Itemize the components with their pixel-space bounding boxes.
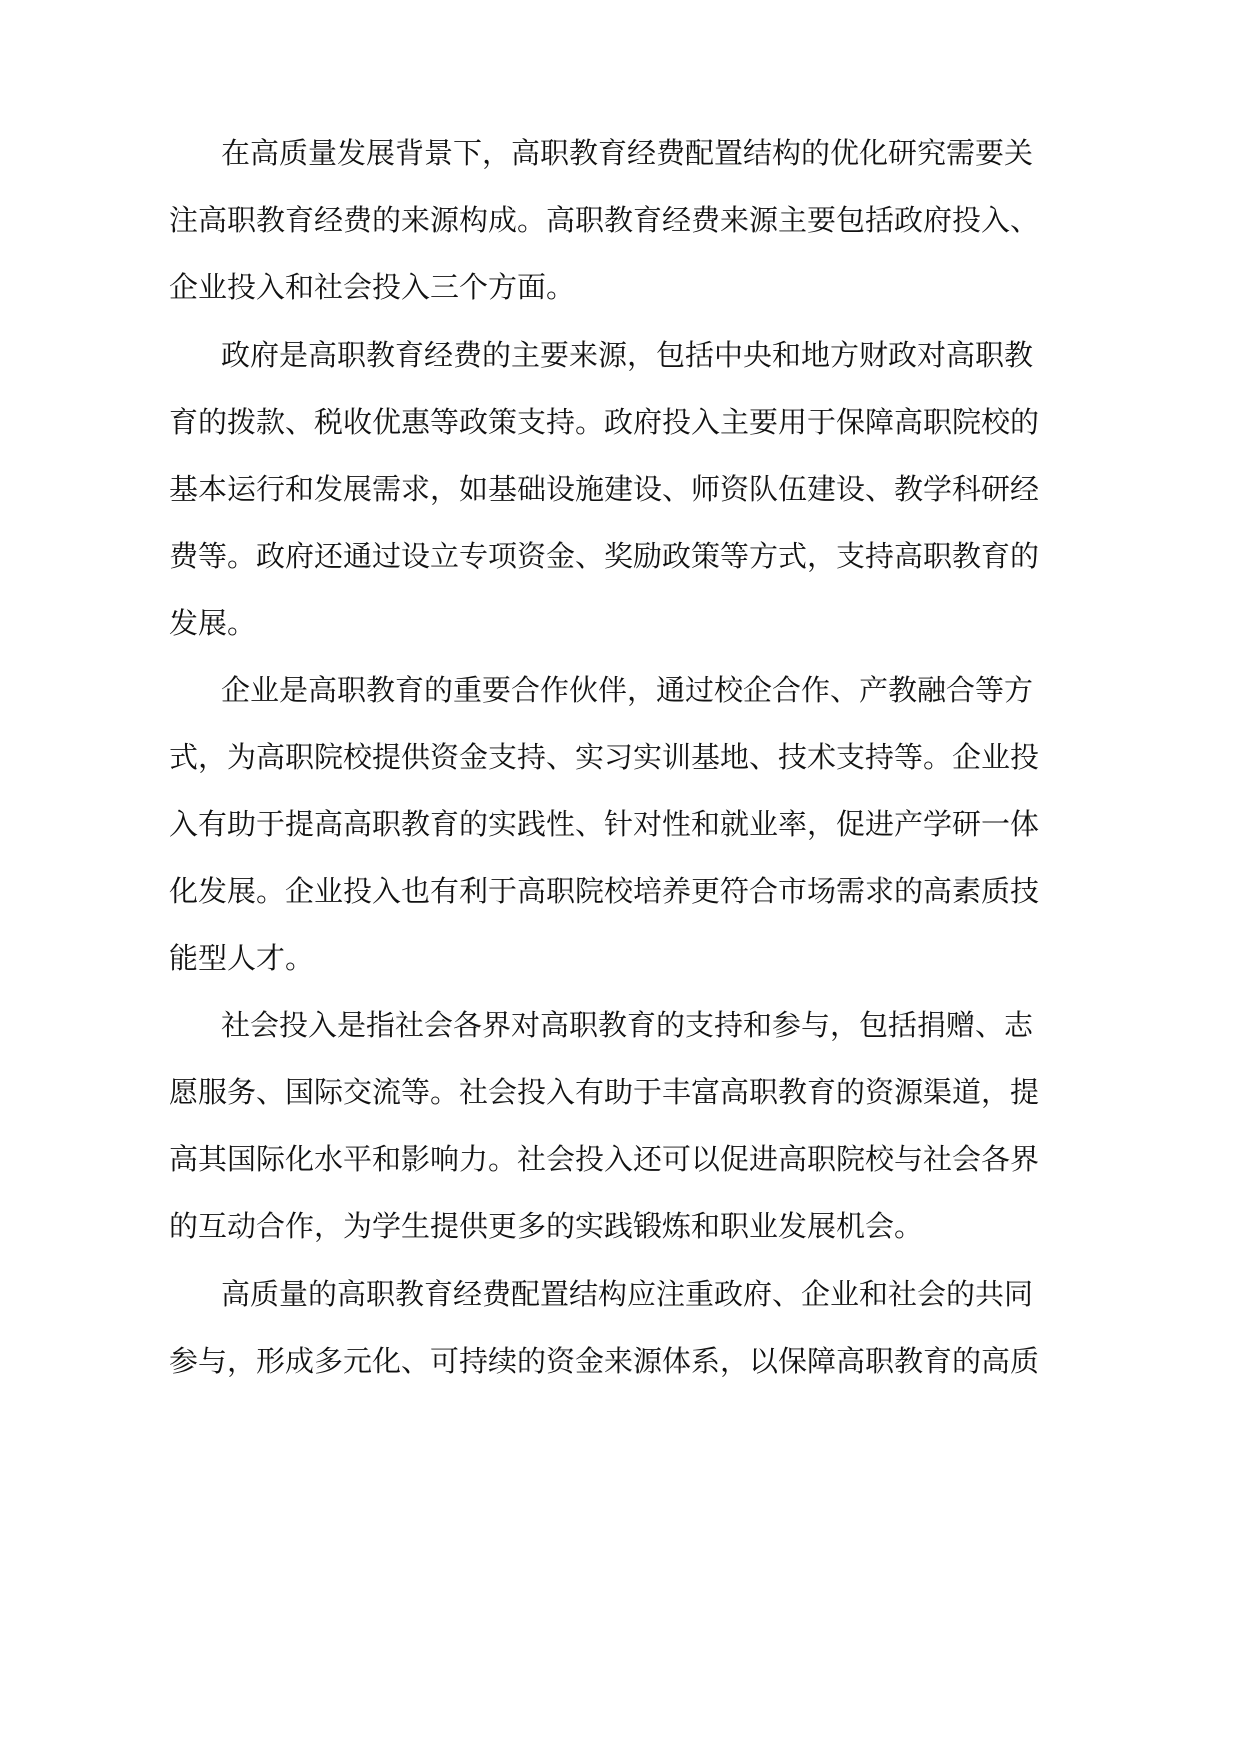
paragraph-3-line-5: 能型人才。 xyxy=(169,941,315,975)
paragraph-1-line-1: 在高质量发展背景下，高职教育经费配置结构的优化研究需要关 xyxy=(221,136,1034,170)
paragraph-2-line-3: 基本运行和发展需求，如基础设施建设、师资队伍建设、教学科研经 xyxy=(169,472,1040,506)
paragraph-5-line-2: 参与，形成多元化、可持续的资金来源体系，以保障高职教育的高质 xyxy=(169,1344,1040,1378)
paragraph-3-line-2: 式，为高职院校提供资金支持、实习实训基地、技术支持等。企业投 xyxy=(169,740,1040,774)
paragraph-5-line-1: 高质量的高职教育经费配置结构应注重政府、企业和社会的共同 xyxy=(221,1277,1034,1311)
paragraph-4-line-1: 社会投入是指社会各界对高职教育的支持和参与，包括捐赠、志 xyxy=(221,1008,1034,1042)
paragraph-3-line-3: 入有助于提高高职教育的实践性、针对性和就业率，促进产学研一体 xyxy=(169,807,1040,841)
paragraph-2-line-4: 费等。政府还通过设立专项资金、奖励政策等方式，支持高职教育的 xyxy=(169,539,1040,573)
paragraph-4-line-3: 高其国际化水平和影响力。社会投入还可以促进高职院校与社会各界 xyxy=(169,1142,1040,1176)
paragraph-4-line-4: 的互动合作，为学生提供更多的实践锻炼和职业发展机会。 xyxy=(169,1209,924,1243)
paragraph-1-line-3: 企业投入和社会投入三个方面。 xyxy=(169,270,576,304)
paragraph-3-line-1: 企业是高职教育的重要合作伙伴，通过校企合作、产教融合等方 xyxy=(221,673,1034,707)
paragraph-4-line-2: 愿服务、国际交流等。社会投入有助于丰富高职教育的资源渠道，提 xyxy=(169,1075,1040,1109)
paragraph-1-line-2: 注高职教育经费的来源构成。高职教育经费来源主要包括政府投入、 xyxy=(169,203,1040,237)
paragraph-2-line-5: 发展。 xyxy=(169,606,257,640)
paragraph-2-line-2: 育的拨款、税收优惠等政策支持。政府投入主要用于保障高职院校的 xyxy=(169,405,1040,439)
paragraph-2-line-1: 政府是高职教育经费的主要来源，包括中央和地方财政对高职教 xyxy=(221,338,1034,372)
paragraph-3-line-4: 化发展。企业投入也有利于高职院校培养更符合市场需求的高素质技 xyxy=(169,874,1040,908)
